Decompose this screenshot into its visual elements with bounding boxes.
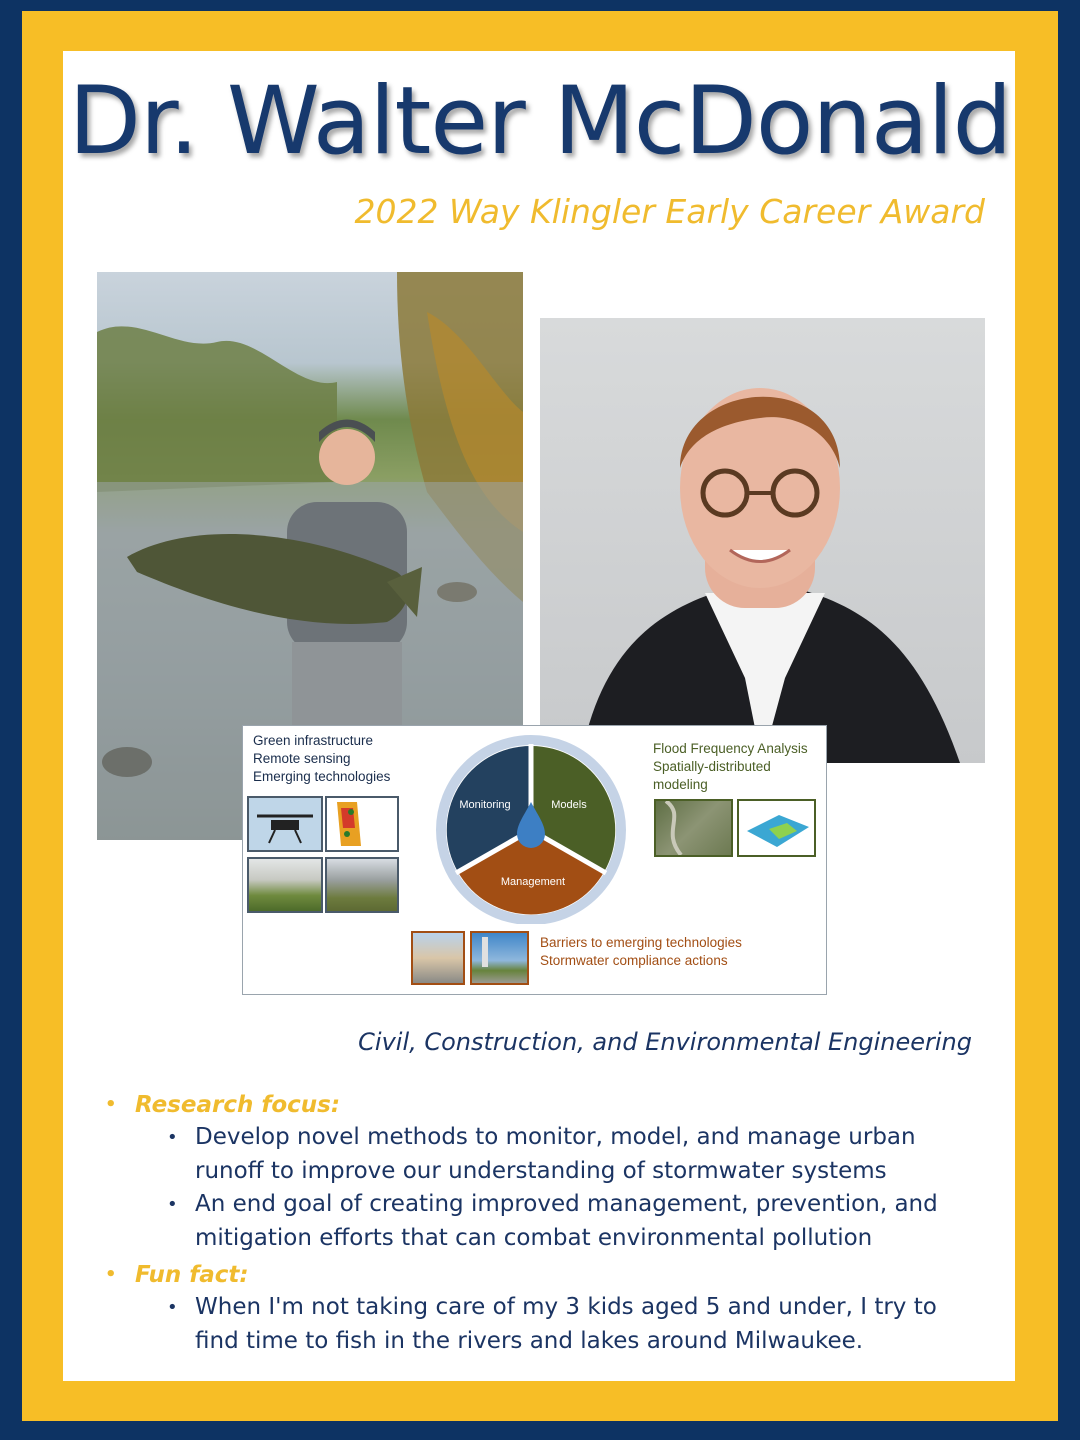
cycle-label-models: Models <box>551 799 587 811</box>
aerial-river-thumbnail <box>654 799 733 857</box>
research-item: • An end goal of creating improved management, prevention, and mitigation efforts that can combat environmental pollution <box>165 1188 985 1255</box>
bottom-items-list <box>540 934 742 970</box>
right-item: Spatially-distributed <box>653 759 771 774</box>
cycle-label-management: Management <box>500 876 566 888</box>
section-heading-research: • Research focus: <box>105 1089 985 1121</box>
section-heading-fun-fact: • Fun fact: <box>105 1259 985 1291</box>
left-item: Green infrastructure <box>253 733 374 748</box>
page-title: Dr. Walter McDonald <box>68 67 1012 176</box>
right-item: Flood Frequency Analysis <box>653 741 808 756</box>
right-item: modeling <box>653 777 708 792</box>
heatmap-thumbnail <box>325 796 399 852</box>
bioswale-thumbnail <box>247 857 323 913</box>
headshot-photo <box>540 318 985 763</box>
drone-thumbnail <box>247 796 323 852</box>
flood-model-thumbnail <box>737 799 816 857</box>
left-item: Emerging technologies <box>253 769 391 784</box>
right-items-list <box>653 740 808 794</box>
left-items-list <box>253 732 390 786</box>
bullet-list <box>105 1085 985 1358</box>
street-thumbnail <box>411 931 465 985</box>
research-item: • Develop novel methods to monitor, model, and manage urban runoff to improve our understanding of stormwater systems <box>165 1121 985 1188</box>
management-cycle <box>433 734 629 924</box>
fun-fact-item: • When I'm not taking care of my 3 kids aged 5 and under, I try to find time to fish in the rivers and lakes around Milwaukee. <box>165 1291 985 1358</box>
bottom-item: Barriers to emerging technologies <box>540 935 742 950</box>
tower-thumbnail <box>470 931 529 985</box>
cycle-label-monitoring: Monitoring <box>459 799 511 811</box>
field-thumbnail <box>325 857 399 913</box>
award-subtitle: 2022 Way Klingler Early Career Award <box>354 192 985 231</box>
department-label: Civil, Construction, and Environmental Engineering <box>358 1028 972 1056</box>
left-item: Remote sensing <box>253 751 351 766</box>
bottom-item: Stormwater compliance actions <box>540 953 728 968</box>
research-diagram <box>242 725 827 995</box>
